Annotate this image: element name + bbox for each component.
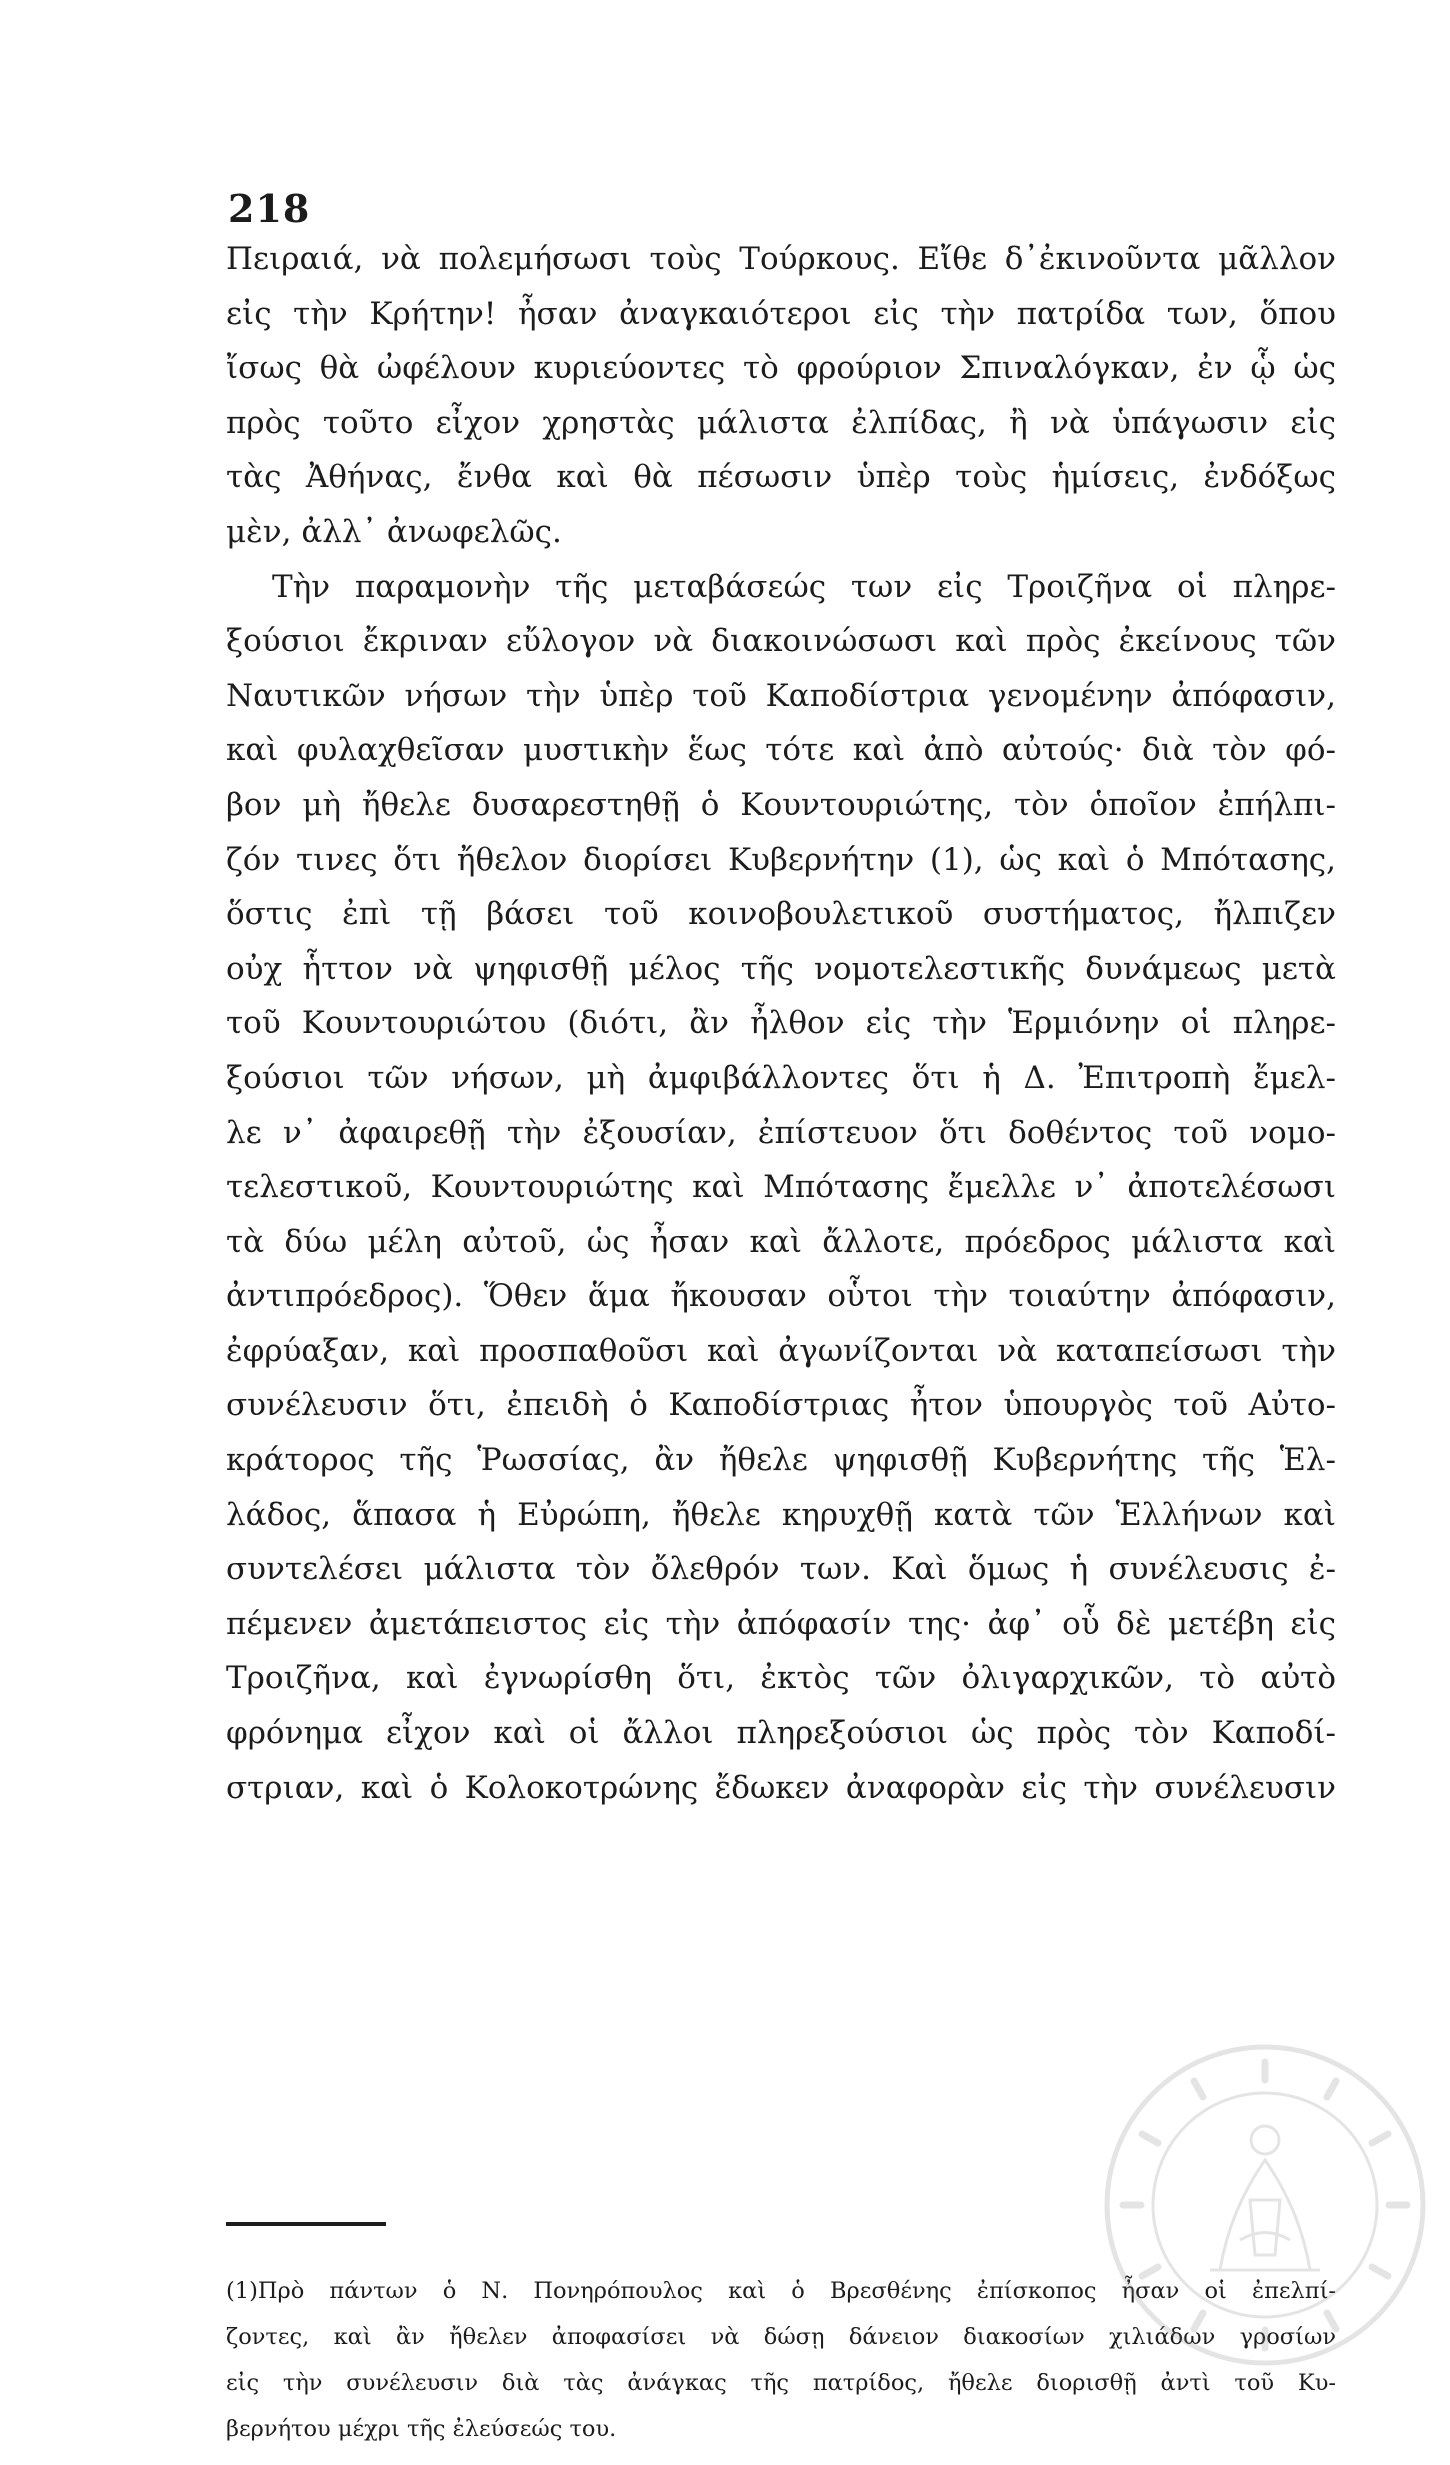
- text-line: πρὸς τοῦτο εἶχον χρηστὰς μάλιστα ἐλπίδας, ἢ νὰ ὑπάγωσιν εἰς: [226, 404, 1336, 441]
- text-line: τὰς Ἀθήνας, ἔνθα καὶ θὰ πέσωσιν ὑπὲρ τοὺς ἡμίσεις, ἐνδόξως: [226, 459, 1336, 496]
- text-line: φρόνημα εἶχον καὶ οἱ ἄλλοι πληρεξούσιοι ὡς πρὸς τὸν Καποδί-: [226, 1715, 1336, 1752]
- text-line: λάδος, ἅπασα ἡ Εὐρώπη, ἤθελε κηρυχθῇ κατὰ τῶν Ἑλλήνων καὶ: [226, 1496, 1336, 1533]
- main-text: [226, 232, 1336, 1815]
- page-number: 218: [228, 186, 311, 231]
- text-line: ζόν τινες ὅτι ἤθελον διορίσει Κυβερνήτην (1), ὡς καὶ ὁ Μπότασης,: [226, 841, 1336, 878]
- text-line: στριαν, καὶ ὁ Κολοκοτρώνης ἔδωκεν ἀναφορὰν εἰς τὴν συνέλευσιν: [226, 1769, 1336, 1806]
- text-line: Τροιζῆνα, καὶ ἐγνωρίσθη ὅτι, ἐκτὸς τῶν ὀλιγαρχικῶν, τὸ αὐτὸ: [226, 1660, 1336, 1697]
- text-line: ξούσιοι ἔκριναν εὔλογον νὰ διακοινώσωσι καὶ πρὸς ἐκείνους τῶν: [226, 623, 1336, 660]
- text-line: βον μὴ ἤθελε δυσαρεστηθῇ ὁ Κουντουριώτης, τὸν ὁποῖον ἐπήλπι-: [226, 786, 1336, 823]
- footnote-line: εἰς τὴν συνέλευσιν διὰ τὰς ἀνάγκας τῆς πατρίδος, ἤθελε διορισθῇ ἀντὶ τοῦ Κυ-: [226, 2370, 1336, 2396]
- text-line: τελεστικοῦ, Κουντουριώτης καὶ Μπότασης ἔμελλε ν᾽ ἀποτελέσωσι: [226, 1169, 1336, 1206]
- text-line: Πειραιά, νὰ πολεμήσωσι τοὺς Τούρκους. Εἴθε δ᾽ἐκινοῦντα μᾶλλον: [226, 241, 1336, 277]
- footnote-line: βερνήτου μέχρι τῆς ἐλεύσεώς του.: [226, 2416, 617, 2442]
- text-line: εἰς τὴν Κρήτην! ἦσαν ἀναγκαιότεροι εἰς τὴν πατρίδα των, ὅπου: [226, 295, 1336, 332]
- text-line: ξούσιοι τῶν νήσων, μὴ ἀμφιβάλλοντες ὅτι ἡ Δ. Ἐπιτροπὴ ἔμελ-: [226, 1059, 1336, 1096]
- text-line: οὐχ ἧττον νὰ ψηφισθῇ μέλος τῆς νομοτελεστικῆς δυνάμεως μετὰ: [226, 950, 1336, 987]
- text-line: συντελέσει μάλιστα τὸν ὄλεθρόν των. Καὶ ὅμως ἡ συνέλευσις ἐ-: [226, 1551, 1336, 1588]
- library-seal-stamp: [1100, 2040, 1430, 2370]
- text-line: καὶ φυλαχθεῖσαν μυστικὴν ἕως τότε καὶ ἀπὸ αὐτούς· διὰ τὸν φό-: [226, 732, 1336, 769]
- text-line: ἀντιπρόεδρος). Ὅθεν ἅμα ἤκουσαν οὗτοι τὴν τοιαύτην ἀπόφασιν,: [226, 1278, 1336, 1315]
- text-line: Ναυτικῶν νήσων τὴν ὑπὲρ τοῦ Καποδίστρια γενομένην ἀπόφασιν,: [226, 677, 1336, 714]
- text-line: ὅστις ἐπὶ τῇ βάσει τοῦ κοινοβουλετικοῦ συστήματος, ἤλπιζεν: [226, 896, 1336, 933]
- text-line: ἴσως θὰ ὠφέλουν κυριεύοντες τὸ φρούριον Σπιναλόγκαν, ἐν ᾧ ὡς: [226, 350, 1336, 387]
- footnote-line: ζοντες, καὶ ἂν ἤθελεν ἀποφασίσει νὰ δώσῃ δάνειον διακοσίων χιλιάδων γροσίων: [226, 2324, 1336, 2350]
- text-line: κράτορος τῆς Ῥωσσίας, ἂν ἤθελε ψηφισθῇ Κυβερνήτης τῆς Ἑλ-: [226, 1442, 1336, 1479]
- text-line: τὰ δύω μέλη αὐτοῦ, ὡς ἦσαν καὶ ἄλλοτε, πρόεδρος μάλιστα καὶ: [226, 1223, 1336, 1260]
- footnote-divider: [226, 2222, 386, 2226]
- text-line: ἐφρύαξαν, καὶ προσπαθοῦσι καὶ ἀγωνίζονται νὰ καταπείσωσι τὴν: [226, 1332, 1336, 1369]
- text-line: πέμενεν ἀμετάπειστος εἰς τὴν ἀπόφασίν της· ἀφ᾽ οὗ δὲ μετέβη εἰς: [226, 1605, 1336, 1642]
- text-line: λε ν᾽ ἀφαιρεθῇ τὴν ἐξουσίαν, ἐπίστευον ὅτι δοθέντος τοῦ νομο-: [226, 1114, 1336, 1151]
- text-line: μὲν, ἀλλ᾽ ἀνωφελῶς.: [226, 513, 562, 550]
- text-line: τοῦ Κουντουριώτου (διότι, ἂν ἦλθον εἰς τὴν Ἑρμιόνην οἱ πληρε-: [226, 1005, 1336, 1042]
- text-line: Τὴν παραμονὴν τῆς μεταβάσεώς των εἰς Τροιζῆνα οἱ πληρε-: [272, 568, 1336, 605]
- text-line: συνέλευσιν ὅτι, ἐπειδὴ ὁ Καποδίστριας ἦτον ὑπουργὸς τοῦ Αὐτο-: [226, 1387, 1336, 1424]
- footnote-line: (1)Πρὸ πάντων ὁ Ν. Πονηρόπουλος καὶ ὁ Βρεσθένης ἐπίσκοπος ἦσαν οἱ ἐπελπί-: [226, 2278, 1336, 2304]
